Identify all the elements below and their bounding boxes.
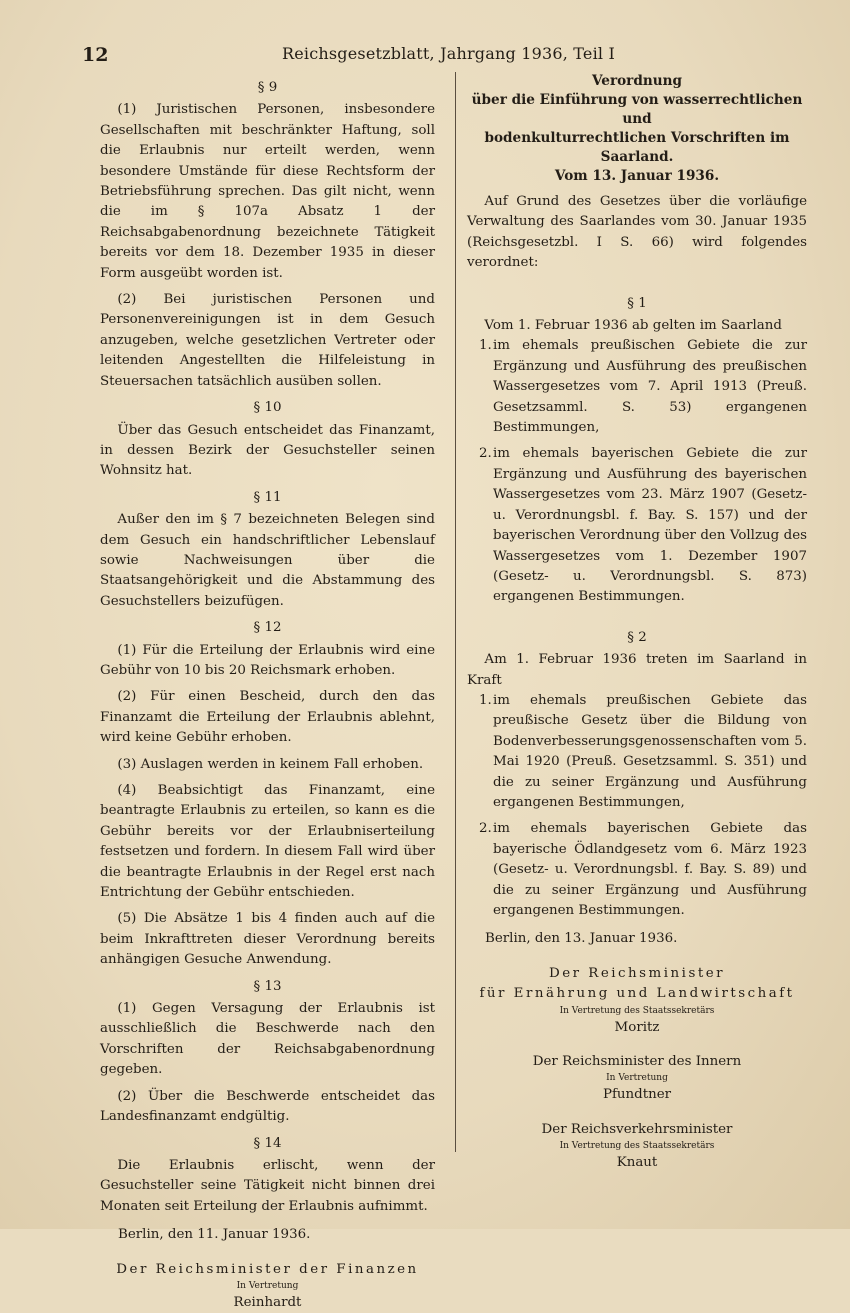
date-line: Berlin, den 11. Januar 1936. <box>118 1227 311 1243</box>
column-divider <box>455 72 456 1152</box>
list-item <box>469 819 807 921</box>
representation-note: In Vertretung <box>236 1280 299 1291</box>
paragraph: (3) Auslagen werden in keinem Fall erhoben. <box>117 756 424 772</box>
list-item <box>469 336 807 438</box>
decree-title: über die Einführung von wasserrechtlichen und <box>471 92 803 127</box>
paragraph: Vom 1. Februar 1936 ab gelten im Saarland <box>484 318 782 334</box>
page-number: 12 <box>82 44 109 66</box>
minister-title: Der Reichsminister des Innern <box>532 1054 742 1070</box>
section-heading: § 9 <box>257 80 278 95</box>
section-heading: § 12 <box>253 620 282 636</box>
item-text: im ehemals preußischen Gebiete das preußische Gesetz über die Bildung von Bodenverbesserungsgenossenschaften vom 5. Mai 1920 (Preuß. Gesetzsamml. S. 351) und die zu seiner Ergänzung und Ausführung ergangenen Bestimmungen, <box>493 692 807 810</box>
running-title: Reichsgesetzblatt, Jahrgang 1936, Teil I <box>282 44 616 63</box>
left-column <box>100 72 435 1313</box>
paragraph: (2) Über die Beschwerde entscheidet das Landesfinanzamt endgültig. <box>100 1088 435 1125</box>
item-number: 2. <box>479 821 492 837</box>
section-heading: § 13 <box>253 978 282 994</box>
paragraph: (2) Bei juristischen Personen und Personenvereinigungen ist in dem Gesuch anzugeben, welche gesetzlichen Vertreter oder leitenden Angestellten die Hilfeleistung in Steuersachen tatsächlich ausüben sollen. <box>100 292 435 389</box>
signer-name: Reinhardt <box>233 1294 302 1310</box>
item-text: im ehemals bayerischen Gebiete die zur Ergänzung und Ausführung des bayerischen Wassergesetzes vom 23. März 1907 (Gesetz- u. Verordnungsbl. f. Bay. S. 157) und der bayerischen Verordnung über den Vollzug des Wassergesetzes vom 1. Dezember 1907 (Gesetz- u. Verordnungsbl. S. 873) ergangenen Bestimmungen. <box>493 446 807 605</box>
paragraph: (1) Gegen Versagung der Erlaubnis ist ausschließlich die Beschwerde nach den Vorschriften der Reichsabgabenordnung gegeben. <box>100 1001 435 1078</box>
minister-title: Der Reichsverkehrsminister <box>541 1121 733 1137</box>
section-heading: § 2 <box>627 629 647 645</box>
representation-note: In Vertretung des Staatssekretärs <box>559 1005 715 1016</box>
item-number: 2. <box>479 446 492 462</box>
paragraph: Über das Gesuch entscheidet das Finanzamt, in dessen Bezirk der Gesuchsteller seinen Wohnsitz hat. <box>100 422 435 479</box>
minister-title: Der Reichsminister der Finanzen <box>116 1261 419 1277</box>
signer-name: Pfundtner <box>602 1087 672 1103</box>
item-number: 1. <box>479 692 492 708</box>
item-text: im ehemals preußischen Gebiete die zur Ergänzung und Ausführung des preußischen Wassergesetzes vom 7. April 1913 (Preuß. Gesetzsamml. S. 53) ergangenen Bestimmungen, <box>493 338 807 436</box>
signer-name: Knaut <box>616 1155 658 1171</box>
page-header <box>82 44 802 72</box>
section-heading: § 11 <box>253 489 282 505</box>
representation-note: In Vertretung <box>606 1073 668 1084</box>
paragraph: (2) Für einen Bescheid, durch den das Finanzamt die Erteilung der Erlaubnis ablehnt, wird keine Gebühr erhoben. <box>100 689 435 746</box>
minister-title: Der Reichsminister <box>548 965 726 981</box>
item-number: 1. <box>479 338 492 354</box>
paragraph: Am 1. Februar 1936 treten im Saarland in Kraft <box>467 652 807 688</box>
paragraph: (4) Beabsichtigt das Finanzamt, eine beantragte Erlaubnis zu erteilen, so kann es die Gebühr bereits vor der Erlaubniserteilung festsetzen und fordern. In diesem Fall wird über die beantragte Erlaubnis in der Regel erst nach Entrichtung der Gebühr entschieden. <box>100 783 435 901</box>
paragraph: Die Erlaubnis erlischt, wenn der Gesuchsteller seine Tätigkeit nicht binnen drei Monaten seit Erteilung der Erlaubnis aufnimmt. <box>100 1157 435 1214</box>
section-heading: § 14 <box>253 1135 282 1151</box>
preamble: Auf Grund des Gesetzes über die vorläufige Verwaltung des Saarlandes vom 30. Januar 1935 (Reichsgesetzbl. I S. 66) wird folgendes verordnet: <box>467 194 807 271</box>
decree-title: bodenkulturrechtlichen Vorschriften im Saarland. <box>484 130 790 165</box>
right-column <box>467 72 807 1174</box>
representation-note: In Vertretung des Staatssekretärs <box>559 1141 715 1152</box>
item-text: im ehemals bayerischen Gebiete das bayerische Ödlandgesetz vom 6. März 1923 (Gesetz- u. Verordnungsbl. f. Bay. S. 89) und die zu seiner Ergänzung und Ausführung ergangenen Bestimmungen. <box>493 821 807 918</box>
decree-date: Vom 13. Januar 1936. <box>554 168 720 184</box>
paragraph: Außer den im § 7 bezeichneten Belegen sind dem Gesuch ein handschriftlicher Lebenslauf sowie Nachweisungen über die Staatsangehörigkeit und die Abstammung des Gesuchstellers beizufügen. <box>100 512 435 609</box>
paragraph: (5) Die Absätze 1 bis 4 finden auch auf die beim Inkrafttreten dieser Verordnung bereits anhängigen Gesuche Anwendung. <box>100 911 435 968</box>
date-line: Berlin, den 13. Januar 1936. <box>485 931 678 947</box>
minister-title: für Ernährung und Landwirtschaft <box>479 986 795 1002</box>
paragraph: (1) Für die Erteilung der Erlaubnis wird eine Gebühr von 10 bis 20 Reichsmark erhoben. <box>100 642 435 678</box>
paragraph: (1) Juristischen Personen, insbesondere Gesellschaften mit beschränkter Haftung, soll die Erlaubnis nur erteilt werden, wenn besondere Umstände für diese Rechtsform der Betriebsführung sprechen. Das gilt nicht, wenn die im § 107a Absatz 1 der Reichsabgabenordnung bezeichnete Tätigkeit bereits vor dem 18. Dezember 1935 in dieser Form ausgeübt worden ist. <box>100 102 435 281</box>
signer-name: Moritz <box>614 1019 660 1035</box>
section-heading: § 10 <box>253 400 282 416</box>
list-item <box>469 691 807 813</box>
section-heading: § 1 <box>627 295 647 311</box>
list-item <box>469 444 807 607</box>
decree-title: Verordnung <box>592 73 682 89</box>
